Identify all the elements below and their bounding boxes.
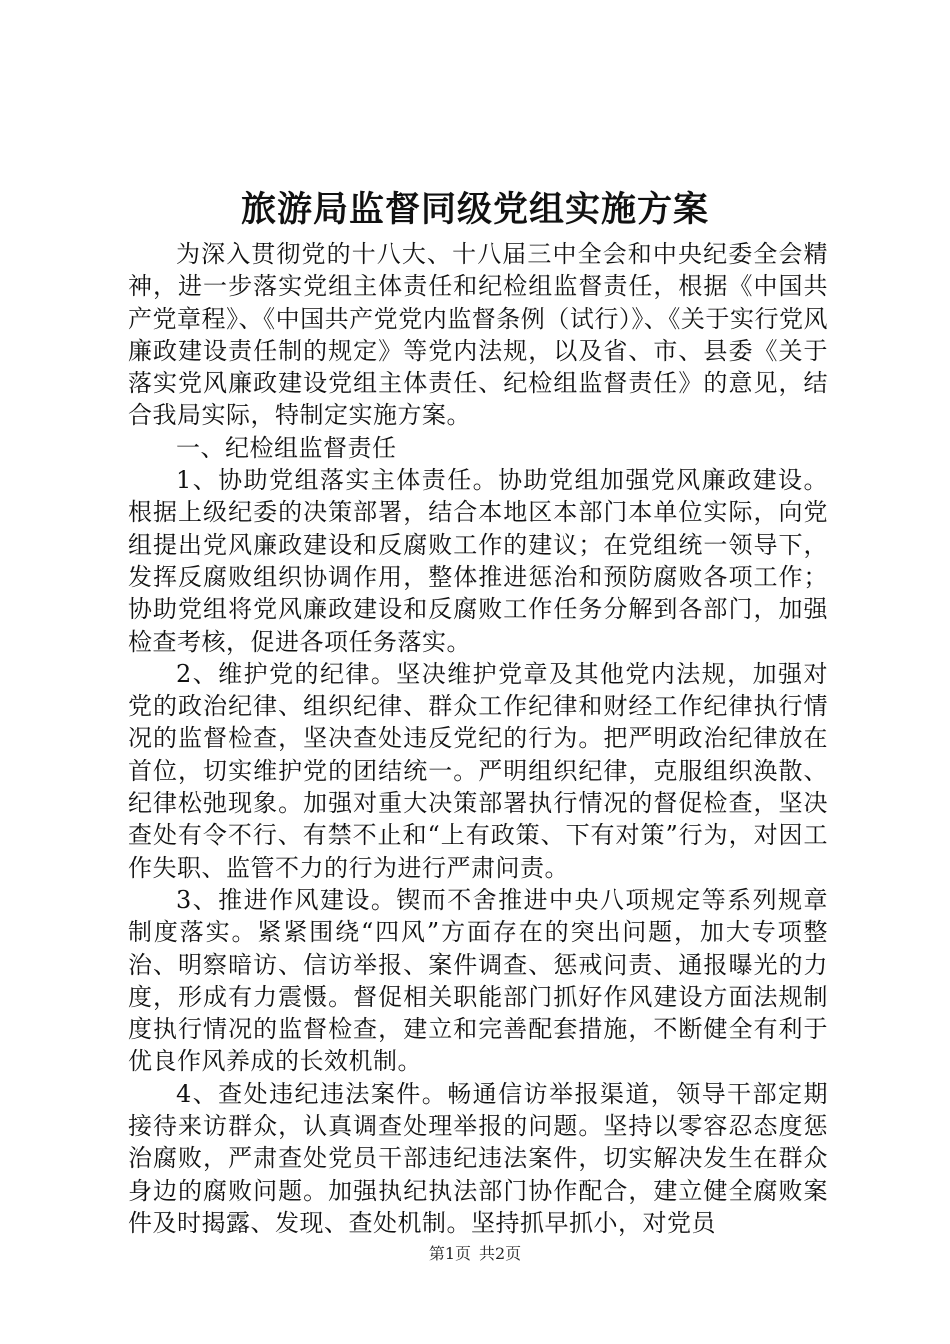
section-heading: 一、纪检组监督责任 — [176, 433, 397, 462]
document-body — [128, 238, 828, 1239]
document-title: 旅游局监督同级党组实施方案 — [240, 189, 709, 230]
page-total: 共2页 — [479, 1244, 522, 1263]
paragraph-item-2: 2、维护党的纪律。坚决维护党章及其他党内法规，加强对党的政治纪律、组织纪律、群众工作纪律和财经工作纪律执行情况的监督检查，坚决查处违反党纪的行为。把严明政治纪律放在首位，切实维护党的团结统一。严明组织纪律，克服组织涣散、纪律松弛现象。加强对重大决策部署执行情况的督促检查，坚决查处有令不行、有禁不止和“上有政策、下有对策”行为，对因工作失职、监管不力的行为进行严肃问责。 — [128, 659, 828, 882]
paragraph-item-4: 4、查处违纪违法案件。畅通信访举报渠道，领导干部定期接待来访群众，认真调查处理举报的问题。坚持以零容忍态度惩治腐败，严肃查处党员干部违纪违法案件，切实解决发生在群众身边的腐败问题。加强执纪执法部门协作配合，建立健全腐败案件及时揭露、发现、查处机制。坚持抓早抓小，对党员 — [128, 1079, 828, 1237]
page-footer — [0, 1243, 950, 1265]
paragraph-item-1: 1、协助党组落实主体责任。协助党组加强党风廉政建设。根据上级纪委的决策部署，结合本地区本部门本单位实际，向党组提出党风廉政建设和反腐败工作的建议；在党组统一领导下，发挥反腐败组织协调作用，整体推进惩治和预防腐败各项工作；协助党组将党风廉政建设和反腐败工作任务分解到各部门，加强检查考核，促进各项任务落实。 — [128, 466, 828, 656]
intro-paragraph: 为深入贯彻党的十八大、十八届三中全会和中央纪委全会精神，进一步落实党组主体责任和纪检组监督责任，根据《中国共产党章程》、《中国共产党党内监督条例（试行）》、《关于实行党风廉政建设责任制的规定》等党内法规，以及省、市、县委《关于落实党风廉政建设党组主体责任、纪检组监督责任》的意见，结合我局实际，特制定实施方案。 — [128, 240, 828, 430]
paragraph-item-3: 3、推进作风建设。锲而不舍推进中央八项规定等系列规章制度落实。紧紧围绕“四风”方面存在的突出问题，加大专项整治、明察暗访、信访举报、案件调查、惩戒问责、通报曝光的力度，形成有力震慑。督促相关职能部门抓好作风建设方面法规制度执行情况的监督检查，建立和完善配套措施，不断健全有利于优良作风养成的长效机制。 — [128, 885, 828, 1076]
page-number: 第1页 — [428, 1244, 471, 1263]
